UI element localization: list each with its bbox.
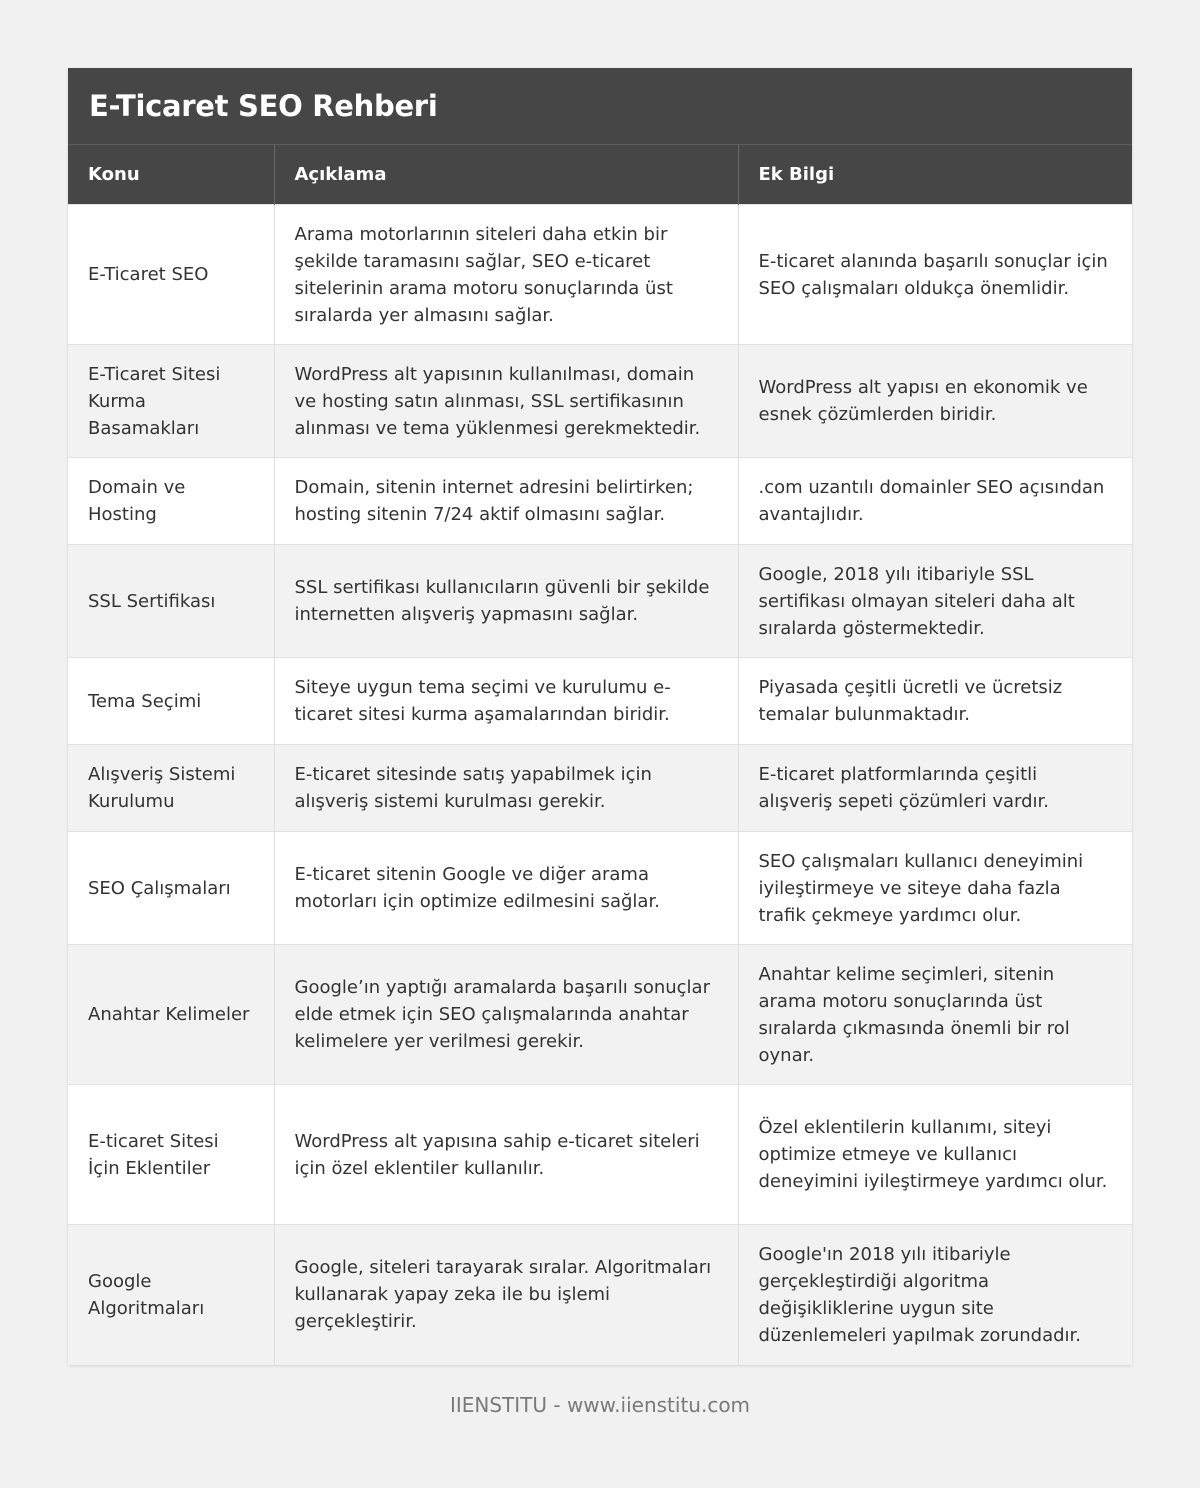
cell-konu: E-ticaret Sitesi İçin Eklentiler <box>68 1085 274 1225</box>
seo-guide-table <box>68 144 1132 1365</box>
table-row <box>68 945 1132 1085</box>
cell-aciklama: WordPress alt yapısının kullanılması, domain ve hosting satın alınması, SSL sertifikasının alınması ve tema yüklenmesi gerekmektedir. <box>274 345 738 458</box>
cell-ek-bilgi: Anahtar kelime seçimleri, sitenin arama motoru sonuçlarında üst sıralarda çıkmasında önemli bir rol oynar. <box>738 945 1132 1085</box>
footer-credit: IIENSTITU - www.iienstitu.com <box>449 1393 751 1417</box>
cell-ek-bilgi: WordPress alt yapısı en ekonomik ve esnek çözümlerden biridir. <box>738 345 1132 458</box>
cell-konu: Google Algoritmaları <box>68 1225 274 1365</box>
cell-ek-bilgi: Google'ın 2018 yılı itibariyle gerçekleştirdiği algoritma değişikliklerine uygun site düzenlemeleri yapılmak zorundadır. <box>738 1225 1132 1365</box>
table-row <box>68 832 1132 945</box>
table-row <box>68 458 1132 545</box>
cell-aciklama: Arama motorlarının siteleri daha etkin bir şekilde taramasını sağlar, SEO e-ticaret sitelerinin arama motoru sonuçlarında üst sıralarda yer almasını sağlar. <box>274 205 738 345</box>
cell-aciklama: SSL sertifikası kullanıcıların güvenli bir şekilde internetten alışveriş yapmasını sağlar. <box>274 545 738 658</box>
cell-ek-bilgi: E-ticaret platformlarında çeşitli alışveriş sepeti çözümleri vardır. <box>738 745 1132 832</box>
cell-konu: SEO Çalışmaları <box>68 832 274 945</box>
cell-konu: Anahtar Kelimeler <box>68 945 274 1085</box>
cell-konu: Alışveriş Sistemi Kurulumu <box>68 745 274 832</box>
cell-ek-bilgi: Google, 2018 yılı itibariyle SSL sertifikası olmayan siteleri daha alt sıralarda göstermektedir. <box>738 545 1132 658</box>
table-row <box>68 205 1132 345</box>
cell-konu: E-Ticaret SEO <box>68 205 274 345</box>
table-header <box>68 145 1132 205</box>
cell-aciklama: Domain, sitenin internet adresini belirtirken; hosting sitenin 7/24 aktif olmasını sağlar. <box>274 458 738 545</box>
table-row <box>68 1085 1132 1225</box>
table-row <box>68 345 1132 458</box>
cell-ek-bilgi: .com uzantılı domainler SEO açısından avantajlıdır. <box>738 458 1132 545</box>
cell-aciklama: WordPress alt yapısına sahip e-ticaret siteleri için özel eklentiler kullanılır. <box>274 1085 738 1225</box>
cell-aciklama: Siteye uygun tema seçimi ve kurulumu e-ticaret sitesi kurma aşamalarından biridir. <box>274 658 738 745</box>
page-title: E-Ticaret SEO Rehberi <box>89 89 438 123</box>
cell-konu: E-Ticaret Sitesi Kurma Basamakları <box>68 345 274 458</box>
cell-konu: Domain ve Hosting <box>68 458 274 545</box>
column-header-aciklama: Açıklama <box>274 145 738 205</box>
cell-aciklama: Google, siteleri tarayarak sıralar. Algoritmaları kullanarak yapay zeka ile bu işlemi gerçekleştirir. <box>274 1225 738 1365</box>
cell-ek-bilgi: Özel eklentilerin kullanımı, siteyi optimize etmeye ve kullanıcı deneyimini iyileştirmeye yardımcı olur. <box>738 1085 1132 1225</box>
table-row <box>68 545 1132 658</box>
seo-guide-card <box>68 68 1132 1365</box>
cell-ek-bilgi: E-ticaret alanında başarılı sonuçlar için SEO çalışmaları oldukça önemlidir. <box>738 205 1132 345</box>
cell-konu: SSL Sertifikası <box>68 545 274 658</box>
cell-konu: Tema Seçimi <box>68 658 274 745</box>
title-bar <box>68 68 1132 144</box>
cell-ek-bilgi: SEO çalışmaları kullanıcı deneyimini iyileştirmeye ve siteye daha fazla trafik çekmeye yardımcı olur. <box>738 832 1132 945</box>
table-body <box>68 205 1132 1365</box>
cell-ek-bilgi: Piyasada çeşitli ücretli ve ücretsiz temalar bulunmaktadır. <box>738 658 1132 745</box>
column-header-konu: Konu <box>68 145 274 205</box>
cell-aciklama: E-ticaret sitenin Google ve diğer arama motorları için optimize edilmesini sağlar. <box>274 832 738 945</box>
table-row <box>68 658 1132 745</box>
table-row <box>68 1225 1132 1365</box>
cell-aciklama: Google’ın yaptığı aramalarda başarılı sonuçlar elde etmek için SEO çalışmalarında anahtar kelimelere yer verilmesi gerekir. <box>274 945 738 1085</box>
column-header-ek-bilgi: Ek Bilgi <box>738 145 1132 205</box>
table-row <box>68 745 1132 832</box>
cell-aciklama: E-ticaret sitesinde satış yapabilmek için alışveriş sistemi kurulması gerekir. <box>274 745 738 832</box>
header-row <box>68 145 1132 205</box>
